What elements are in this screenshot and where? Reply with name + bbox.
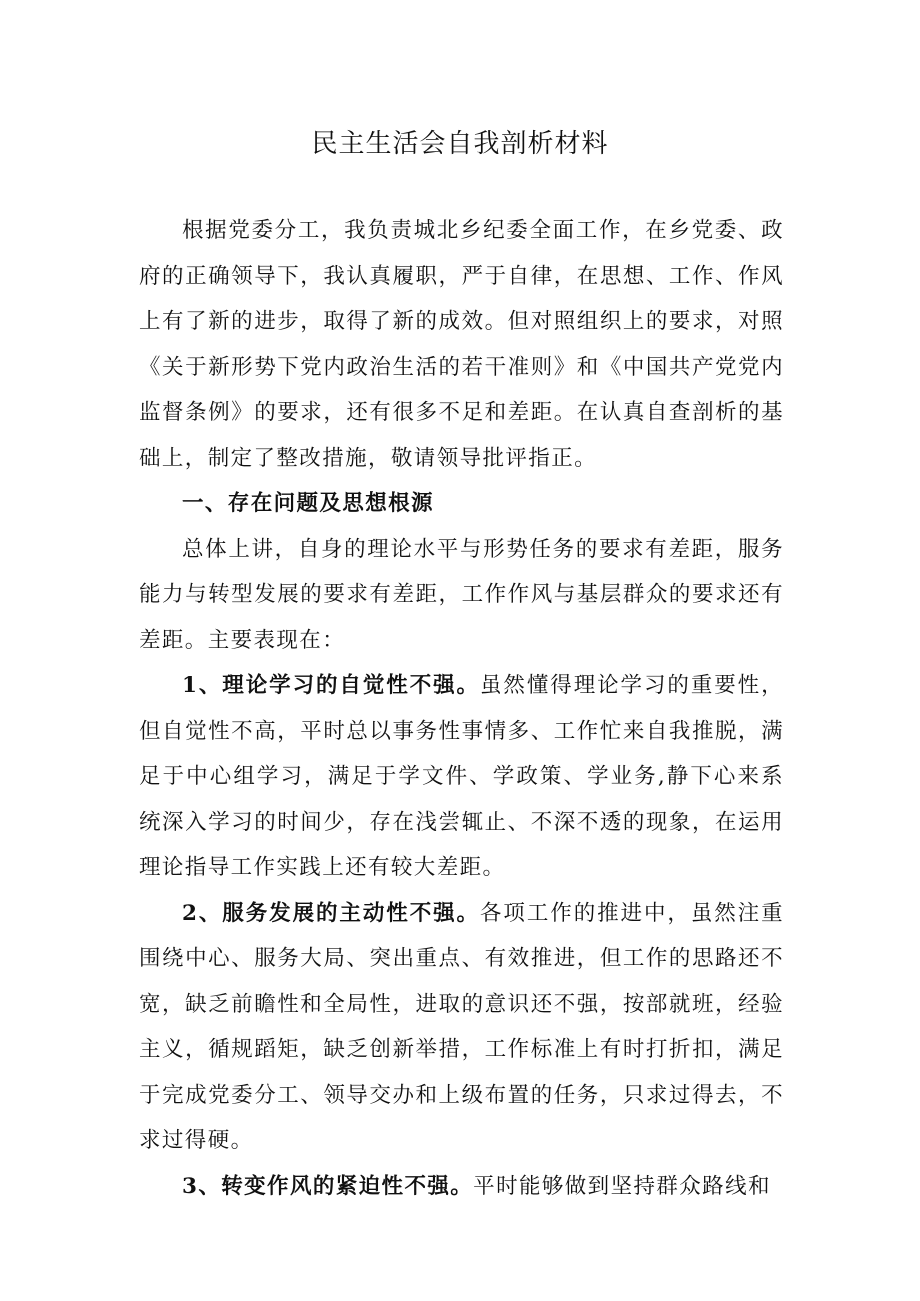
point-text-2: 各项工作的推进中，虽然注重围绕中心、服务大局、突出重点、有效推进，但工作的思路还不宽，缺乏前瞻性和全局性，进取的意识还不强，按部就班，经验主义，循规蹈矩，缺乏创新举措，工作标准上有时打折扣，满足于完成党委分工、领导交办和上级布置的任务，只求过得去，不求过得硬。 [139, 900, 785, 1153]
point-lead-3: 3、转变作风的紧迫性不强。 [182, 1173, 474, 1199]
point-paragraph-2 [139, 891, 784, 1164]
point-paragraph-1 [139, 663, 784, 891]
document-title: 民主生活会自我剖析材料 [311, 129, 609, 159]
point-text-3: 平时能够做到坚持群众路线和 [473, 1173, 771, 1199]
point-paragraph-3 [139, 1164, 784, 1210]
intro-paragraph: 根据党委分工，我负责城北乡纪委全面工作，在乡党委、政府的正确领导下，我认真履职，严于自律，在思想、工作、作风上有了新的进步，取得了新的成效。但对照组织上的要求，对照《关于新形势下党内政治生活的若干准则》和《中国共产党党内监督条例》的要求，还有很多不足和差距。在认真自查剖析的基础上，制定了整改措施，敬请领导批评指正。 [139, 218, 784, 471]
overview-paragraph: 总体上讲，自身的理论水平与形势任务的要求有差距，服务能力与转型发展的要求有差距，工作作风与基层群众的要求还有差距。主要表现在： [139, 536, 784, 653]
point-lead-1: 1、理论学习的自觉性不强。 [182, 673, 480, 698]
section-heading: 一、存在问题及思想根源 [182, 491, 434, 516]
document-body [139, 208, 784, 1209]
point-lead-2: 2、服务发展的主动性不强。 [182, 900, 480, 926]
point-text-1: 虽然懂得理论学习的重要性，但自觉性不高，平时总以事务性事情多、工作忙来自我推脱，满足于中心组学习，满足于学文件、学政策、学业务,静下心来系统深入学习的时间少，存在浅尝辄止、不深不透的现象，在运用理论指导工作实践上还有较大差距。 [139, 673, 785, 880]
